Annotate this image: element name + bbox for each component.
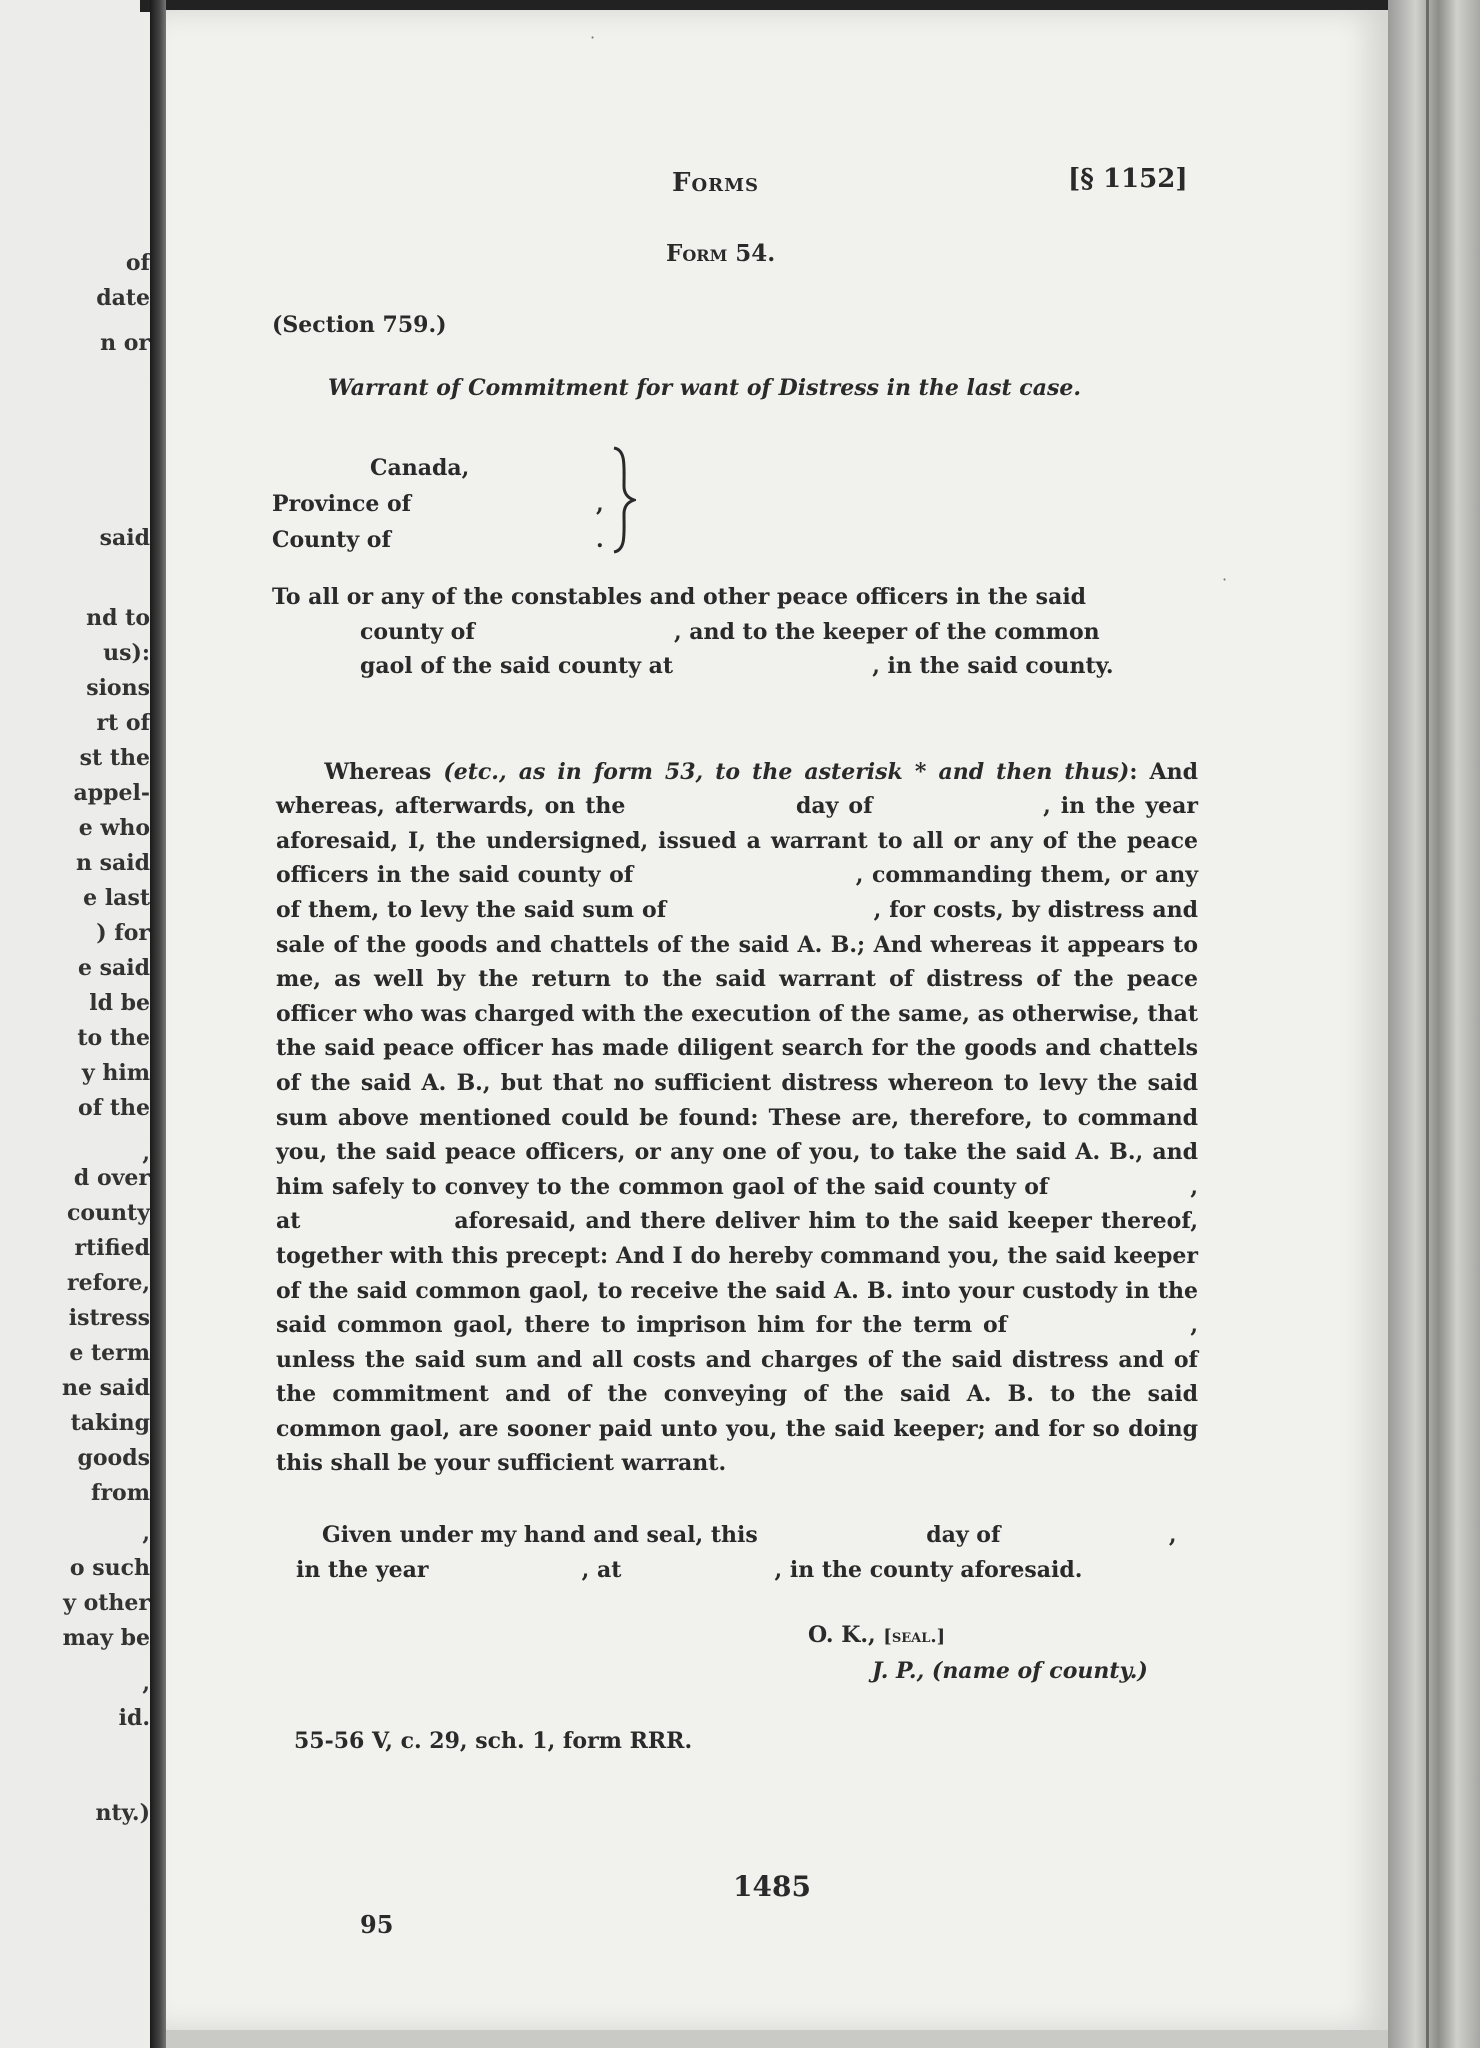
- facing-page-fragment: county: [66, 1200, 150, 1226]
- given-line-1: Given under my hand and seal, this day of ,: [322, 1522, 1177, 1548]
- facing-page-fragment: of the: [78, 1095, 150, 1121]
- facing-page-fragment: e who: [78, 815, 150, 841]
- venue-line-province: Province of: [272, 491, 412, 517]
- whereas-paragraph: [276, 720, 1206, 1516]
- running-head-title: [672, 168, 759, 198]
- signature-title: [872, 1658, 1148, 1684]
- justice-of-peace: J. P.,: [872, 1658, 932, 1684]
- facing-page-fragment: d over: [73, 1165, 150, 1191]
- facing-page-fragment: ne said: [61, 1375, 150, 1401]
- curly-brace-icon: [610, 446, 636, 554]
- scan-speck: ·: [590, 28, 596, 47]
- facing-page-fragment: o such: [69, 1555, 150, 1581]
- address-paragraph: [272, 580, 1192, 684]
- facing-page-fragment: st the: [79, 745, 150, 771]
- facing-page-fragment: rtified: [74, 1235, 150, 1261]
- given-line-2: in the year , at , in the county aforesaid.: [296, 1556, 1083, 1583]
- venue-period: .: [596, 527, 604, 553]
- venue-block: [272, 450, 469, 558]
- facing-page-fragment: rt of: [96, 710, 150, 736]
- facing-page-fragment: istress: [68, 1305, 150, 1331]
- facing-page-fragment: id.: [118, 1705, 150, 1731]
- venue-comma: ,: [596, 491, 604, 517]
- form-title: Form 54.: [666, 240, 776, 267]
- running-head-section: [§ 1152]: [1068, 164, 1188, 194]
- facing-page-fragment: y him: [81, 1060, 150, 1086]
- name-of-county: (name of county.): [931, 1658, 1148, 1684]
- book-gutter: [150, 0, 166, 2048]
- facing-page-fragment: sions: [86, 675, 150, 701]
- seal-mark: [seal.]: [883, 1626, 946, 1647]
- facing-page-fragment: y other: [63, 1590, 150, 1616]
- given-paragraph: [296, 1518, 1176, 1587]
- facing-page-fragment: goods: [77, 1445, 150, 1471]
- statute-citation: 55-56 V, c. 29, sch. 1, form RRR.: [294, 1728, 693, 1754]
- leaf-number: 95: [360, 1910, 394, 1939]
- venue-line-canada: Canada,: [370, 455, 470, 481]
- address-line-3: gaol of the said county at , in the said county.: [360, 653, 1114, 680]
- address-line-2: county of , and to the keeper of the common: [360, 618, 1100, 645]
- facing-page-fragment: appel-: [73, 780, 150, 806]
- whereas-instruction: (etc., as in form 53, to the asterisk * and then thus): [443, 758, 1130, 785]
- scan-speck: ·: [1222, 570, 1228, 589]
- signature-initials: O. K.,: [808, 1622, 884, 1648]
- facing-page-fragment: date: [96, 285, 150, 311]
- page-number: 1485: [733, 1870, 811, 1903]
- facing-page-fragment: may be: [62, 1625, 150, 1651]
- facing-page-fragment: to the: [77, 1025, 150, 1051]
- facing-page-fragment: nty.): [95, 1800, 150, 1826]
- facing-page-fragment: n said: [75, 850, 150, 876]
- facing-page-fragment: said: [99, 525, 150, 551]
- facing-page-fragment: ) for: [96, 920, 150, 946]
- facing-page-fragment: ,: [142, 1520, 150, 1546]
- facing-page-fragment: of: [125, 250, 150, 276]
- warrant-heading: Warrant of Commitment for want of Distress in the last case.: [328, 375, 1081, 401]
- facing-page-fragment: ,: [142, 1140, 150, 1166]
- facing-page-fragment: refore,: [67, 1270, 150, 1296]
- venue-punctuation: [596, 486, 604, 558]
- facing-page-fragment: n or: [100, 330, 150, 356]
- venue-line-county: County of: [272, 527, 391, 553]
- facing-page-edge: [0, 0, 158, 2048]
- facing-page-fragment: ld be: [89, 990, 150, 1016]
- whereas-lead: Whereas: [324, 758, 444, 785]
- facing-page-fragment: e said: [77, 955, 150, 981]
- facing-page-fragment: from: [90, 1480, 150, 1506]
- running-head-title-text: Forms: [672, 168, 760, 198]
- facing-page-fragment: ,: [142, 1670, 150, 1696]
- facing-page-fragment: us):: [103, 640, 150, 666]
- facing-page-fragment: e last: [83, 885, 150, 911]
- facing-page-fragment: taking: [70, 1410, 150, 1436]
- facing-page-fragment: nd to: [86, 605, 150, 631]
- facing-page-fragment: e term: [69, 1340, 150, 1366]
- signature-name: [808, 1622, 945, 1648]
- page-stack-edge: [1388, 0, 1480, 2048]
- whereas-body: : And whereas, afterwards, on the day of , in the year aforesaid, I, the undersigned, issued a warrant to all or any of the peace officers in the said county of , commanding them, or any of them, to levy the said sum of , for costs, by distress and sale of the goods and chattels of the said A. B.; And whereas it appears to me, as well by the return to the said warrant of distress of the peace officer who was charged with the execution of the same, as otherwise, that the said peace officer has made diligent search for the goods and chattels of the said A. B., but that no sufficient distress whereon to levy the said sum above mentioned could be found: These are, therefore, to command you, the said peace officers, or any one of you, to take the said A. B., and him safely to convey to the common gaol of the said county of , at aforesaid, and there deliver him to the said keeper thereof, together with this precept: And I do hereby command you, the said keeper of the said common gaol, to receive the said A. B. into your custody in the said common gaol, there to imprison him for the term of , unless the said sum and all costs and charges of the said distress and of the commitment and of the conveying of the said A. B. to the said common gaol, are sooner paid unto you, the said keeper; and for so doing this shall be your sufficient warrant.: [276, 758, 1206, 1477]
- address-line-1: To all or any of the constables and other peace officers in the said: [272, 584, 1087, 610]
- section-citation: (Section 759.): [272, 312, 447, 338]
